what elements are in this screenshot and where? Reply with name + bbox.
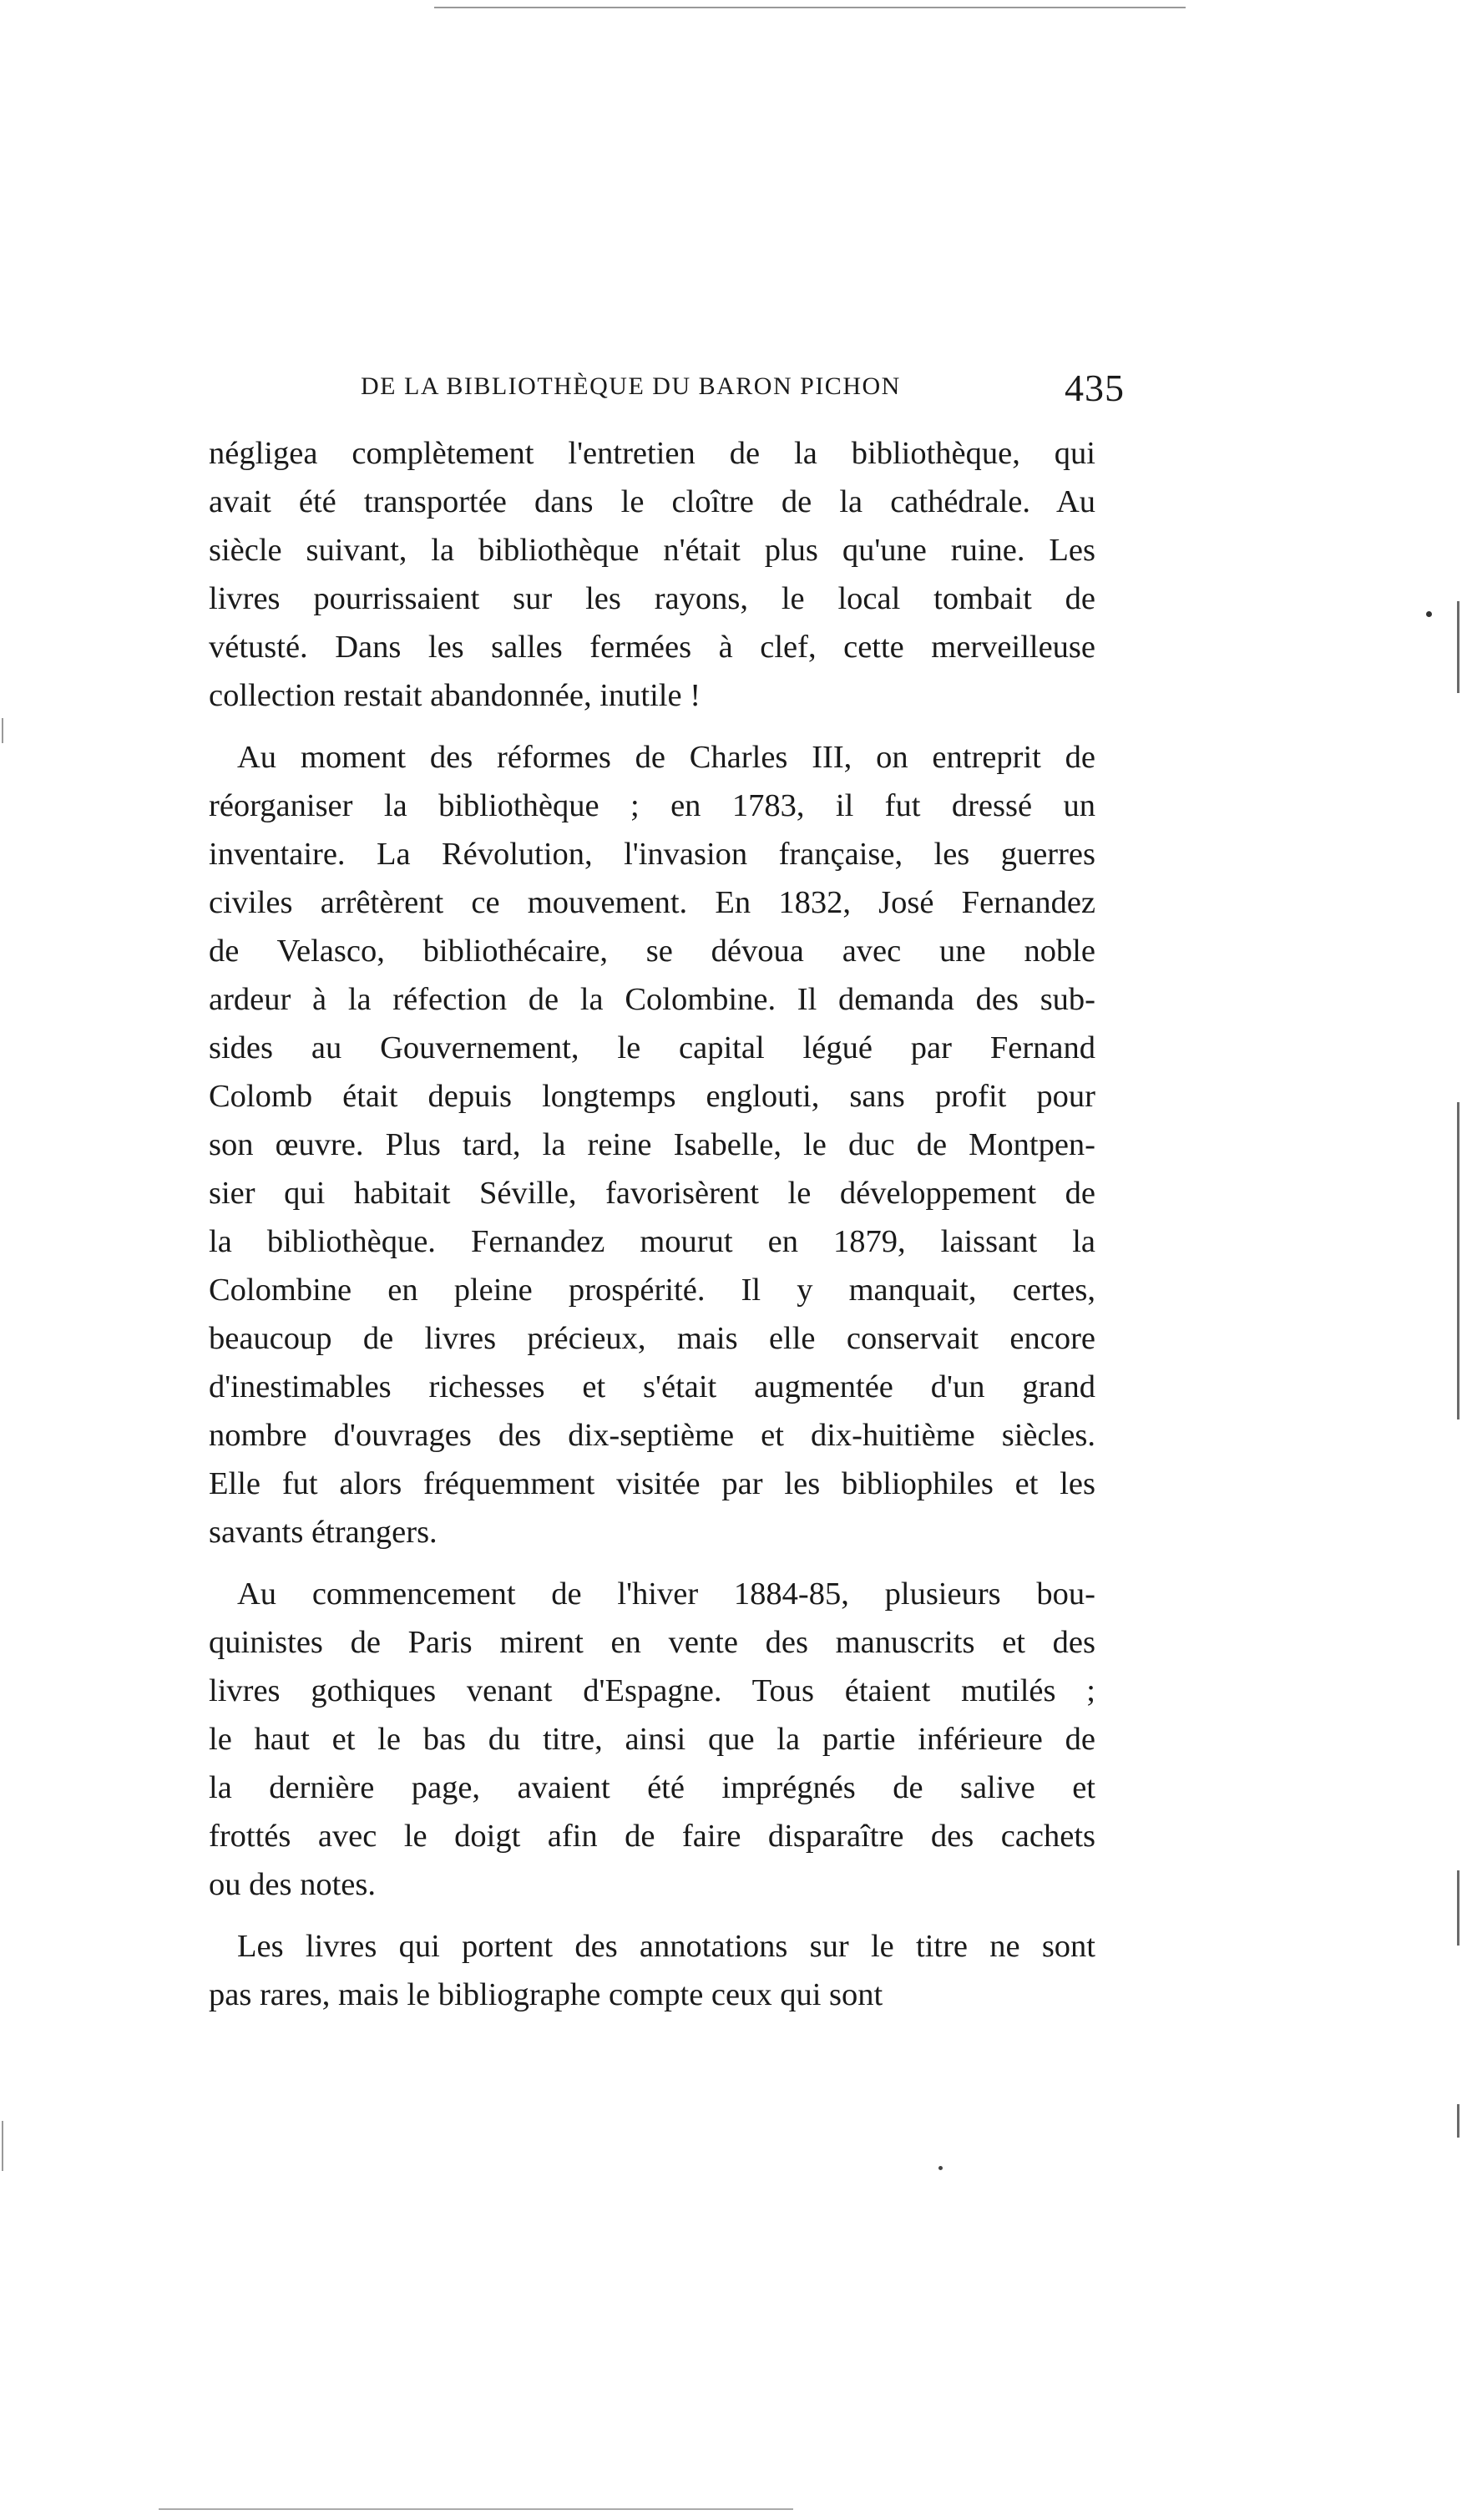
- paragraph: [209, 429, 1095, 720]
- text-line: sier qui habitait Séville, favorisèrent le développement de: [209, 1176, 1095, 1211]
- text-line: avait été transportée dans le cloître de la cathédrale. Au: [209, 484, 1095, 519]
- text-line: la dernière page, avaient été imprégnés de salive et: [209, 1770, 1095, 1805]
- text-line: livres gothiques venant d'Espagne. Tous étaient mutilés ;: [209, 1673, 1095, 1708]
- text-line: nombre d'ouvrages des dix-septième et dix-huitième siècles.: [209, 1418, 1095, 1453]
- running-head: DE LA BIBLIOTHÈQUE DU BARON PICHON: [361, 372, 901, 400]
- text-line: Colombine en pleine prospérité. Il y manquait, certes,: [209, 1273, 1095, 1308]
- text-line: Les livres qui portent des annotations sur le titre ne sont: [237, 1929, 1095, 1964]
- text-line: réorganiser la bibliothèque ; en 1783, il fut dressé un: [209, 788, 1095, 823]
- body-text: [209, 429, 1095, 2032]
- text-line: civiles arrêtèrent ce mouvement. En 1832, José Fernandez: [209, 885, 1095, 920]
- paragraph: [209, 733, 1095, 1556]
- text-line: Elle fut alors fréquemment visitée par les bibliophiles et les: [209, 1466, 1095, 1501]
- scan-edge-mark: [159, 2508, 793, 2510]
- text-line: Au moment des réformes de Charles III, on entreprit de: [237, 740, 1095, 775]
- text-line: d'inestimables richesses et s'était augmentée d'un grand: [209, 1369, 1095, 1404]
- scan-edge-mark: [1457, 601, 1459, 693]
- text-line: négligea complètement l'entretien de la bibliothèque, qui: [209, 436, 1095, 471]
- text-line: le haut et le bas du titre, ainsi que la partie inférieure de: [209, 1722, 1095, 1757]
- scan-edge-mark: [2, 2121, 3, 2171]
- text-line: livres pourrissaient sur les rayons, le local tombait de: [209, 581, 1095, 616]
- text-line: sides au Gouvernement, le capital légué par Fernand: [209, 1030, 1095, 1065]
- paragraph: [209, 1922, 1095, 2019]
- scan-dot: [1426, 611, 1432, 617]
- scan-edge-mark: [1457, 2104, 1459, 2138]
- text-line: son œuvre. Plus tard, la reine Isabelle, le duc de Montpen-: [209, 1127, 1095, 1162]
- text-line: la bibliothèque. Fernandez mourut en 1879, laissant la: [209, 1224, 1095, 1259]
- text-line: vétusté. Dans les salles fermées à clef, cette merveilleuse: [209, 630, 1095, 665]
- text-line: beaucoup de livres précieux, mais elle conservait encore: [209, 1321, 1095, 1356]
- text-line: collection restait abandonnée, inutile !: [209, 678, 701, 713]
- text-line: siècle suivant, la bibliothèque n'était plus qu'une ruine. Les: [209, 533, 1095, 568]
- text-line: ou des notes.: [209, 1867, 376, 1902]
- text-line: savants étrangers.: [209, 1515, 438, 1550]
- scan-dot: [938, 2166, 943, 2170]
- page-header: [209, 366, 1125, 412]
- text-line: inventaire. La Révolution, l'invasion française, les guerres: [209, 837, 1095, 872]
- scan-edge-mark: [1457, 1870, 1459, 1946]
- paragraph: [209, 1570, 1095, 1909]
- text-line: frottés avec le doigt afin de faire disparaître des cachets: [209, 1819, 1095, 1854]
- text-line: quinistes de Paris mirent en vente des manuscrits et des: [209, 1625, 1095, 1660]
- scan-edge-mark: [434, 7, 1186, 8]
- scan-edge-mark: [2, 718, 3, 743]
- text-line: Au commencement de l'hiver 1884-85, plusieurs bou-: [237, 1576, 1095, 1612]
- text-line: ardeur à la réfection de la Colombine. Il demanda des sub-: [209, 982, 1095, 1017]
- text-line: Colomb était depuis longtemps englouti, sans profit pour: [209, 1079, 1095, 1114]
- page-number: 435: [1065, 367, 1125, 409]
- scan-edge-mark: [1457, 1102, 1459, 1419]
- text-line: pas rares, mais le bibliographe compte ceux qui sont: [209, 1977, 883, 2012]
- text-line: de Velasco, bibliothécaire, se dévoua avec une noble: [209, 934, 1095, 969]
